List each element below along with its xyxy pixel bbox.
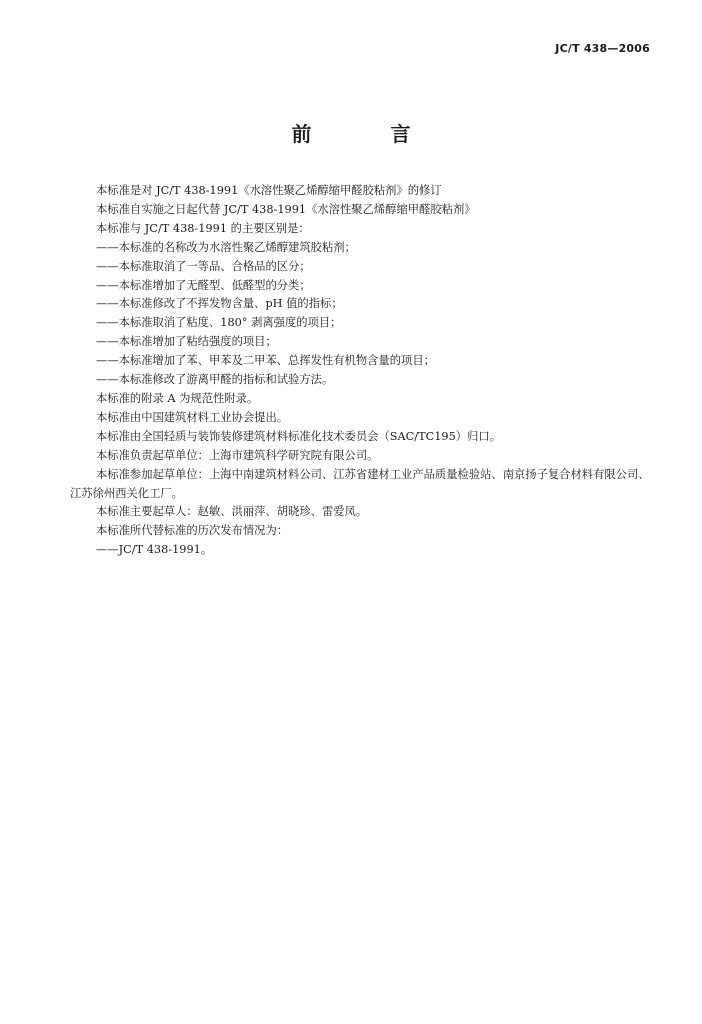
paragraph-release-history-intro: 本标准所代替标准的历次发布情况为：: [96, 524, 289, 538]
list-item-release-history: ——JC/T 438-1991。: [96, 543, 213, 557]
foreword-body: [70, 182, 660, 560]
list-item-difference: ——本标准增加了无醛型、低醛型的分类；: [96, 278, 311, 292]
list-item-difference: ——本标准增加了苯、甲苯及二甲苯、总挥发性有机物含量的项目；: [96, 354, 435, 368]
paragraph-proposer: 本标准由中国建筑材料工业协会提出。: [96, 410, 289, 424]
document-code: JC/T 438—2006: [555, 42, 650, 55]
list-item-difference: ——本标准取消了粘度、180° 剥离强度的项目；: [96, 316, 342, 330]
paragraph-participating-drafters: 本标准参加起草单位：上海中南建筑材料公司、江苏省建材工业产品质量检验站、南京扬子复合材料有限公司、江苏徐州西关化工厂。: [70, 467, 650, 500]
paragraph-differences-intro: 本标准与 JC/T 438-1991 的主要区别是：: [96, 221, 310, 235]
list-item-difference: ——本标准修改了游离甲醛的指标和试验方法。: [96, 373, 334, 387]
paragraph-appendix-note: 本标准的附录 A 为规范性附录。: [96, 391, 259, 405]
list-item-difference: ——本标准的名称改为水溶性聚乙烯醇建筑胶粘剂；: [96, 240, 356, 254]
paragraph-main-drafters: 本标准主要起草人：赵敏、洪丽萍、胡晓珍、雷爱凤。: [96, 505, 368, 519]
list-item-difference: ——本标准修改了不挥发物含量、pH 值的指标；: [96, 297, 343, 311]
section-title-foreword: 前 言: [291, 122, 447, 146]
list-item-difference: ——本标准增加了粘结强度的项目；: [96, 335, 277, 349]
paragraph-revision-note: 本标准是对 JC/T 438-1991《水溶性聚乙烯醇缩甲醛胶粘剂》的修订: [96, 184, 442, 197]
paragraph-lead-drafter: 本标准负责起草单位：上海市建筑科学研究院有限公司。: [96, 448, 379, 462]
paragraph-technical-committee: 本标准由全国轻质与装饰装修建筑材料标准化技术委员会（SAC/TC195）归口。: [96, 429, 501, 443]
list-item-difference: ——本标准取消了一等品、合格品的区分；: [96, 259, 311, 273]
paragraph-replacement-note: 本标准自实施之日起代替 JC/T 438-1991《水溶性聚乙烯醇缩甲醛胶粘剂》: [96, 202, 476, 216]
